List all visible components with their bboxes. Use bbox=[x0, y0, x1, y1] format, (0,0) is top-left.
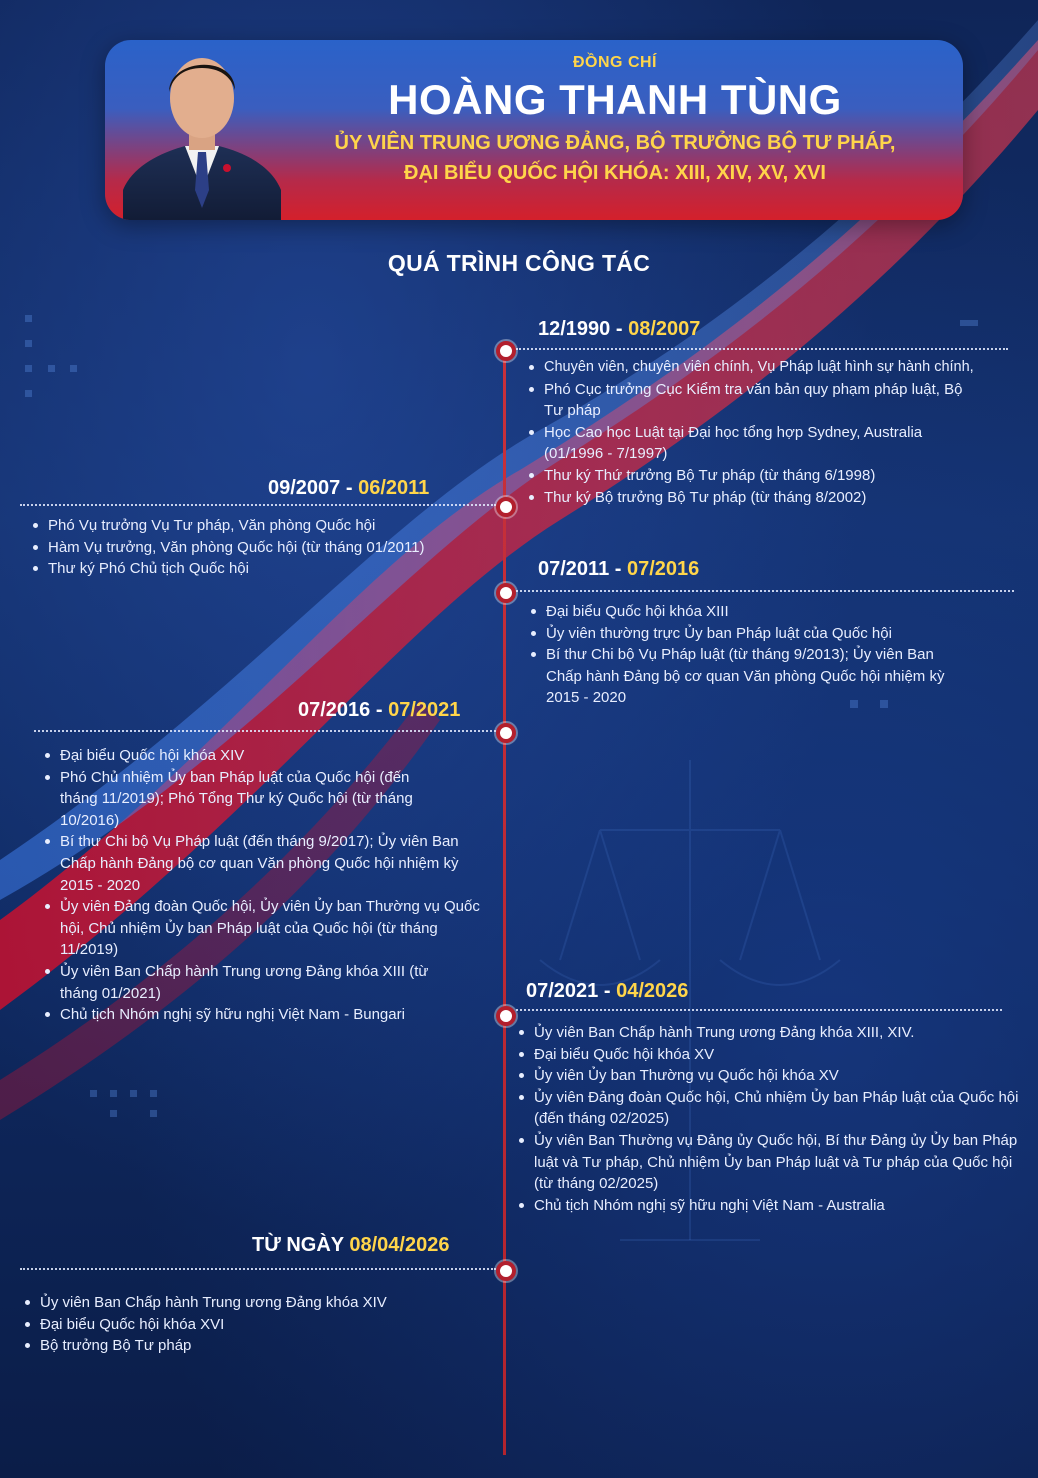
list-item: Ủy viên Ban Chấp hành Trung ương Đảng khóa XIII, XIV. bbox=[516, 1022, 1020, 1044]
period-divider bbox=[516, 348, 1008, 350]
list-item: Thư ký Bộ trưởng Bộ Tư pháp (từ tháng 8/2002) bbox=[526, 487, 1036, 509]
list-item: Bí thư Chi bộ Vụ Pháp luật (đến tháng 9/2017); Ủy viên Ban Chấp hành Đảng bộ cơ quan Văn phòng Quốc hội nhiệm kỳ 2015 - 2020 bbox=[42, 831, 480, 896]
section-title: QUÁ TRÌNH CÔNG TÁC bbox=[387, 250, 651, 276]
period-heading bbox=[538, 318, 700, 341]
period-end: 08/2007 bbox=[628, 318, 701, 340]
period-divider bbox=[516, 1009, 1002, 1011]
period-start: 07/2016 - bbox=[298, 699, 389, 721]
timeline-node bbox=[496, 497, 516, 517]
list-item: Thư ký Thứ trưởng Bộ Tư pháp (từ tháng 6/1998) bbox=[526, 465, 1036, 487]
period-heading bbox=[252, 1234, 449, 1257]
timeline-node bbox=[496, 583, 516, 603]
list-item: Đại biểu Quốc hội khóa XV bbox=[516, 1044, 1020, 1066]
period-start: 12/1990 - bbox=[538, 318, 629, 340]
list-item: Ủy viên Ban Chấp hành Trung ương Đảng khóa XIII (từ tháng 01/2021) bbox=[42, 961, 460, 1004]
person-title-line-1: ỦY VIÊN TRUNG ƯƠNG ĐẢNG, BỘ TRƯỞNG BỘ TƯ PHÁP, bbox=[334, 132, 896, 154]
list-item: Phó Chủ nhiệm Ủy ban Pháp luật của Quốc hội (đến tháng 11/2019); Phó Tổng Thư ký Quốc hội (từ tháng 10/2016) bbox=[42, 767, 440, 832]
list-item: Chủ tịch Nhóm nghị sỹ hữu nghị Việt Nam - Australia bbox=[516, 1195, 1020, 1217]
period-divider bbox=[20, 504, 496, 506]
period-heading bbox=[268, 477, 429, 500]
period-heading bbox=[298, 699, 460, 722]
list-item: Chuyên viên, chuyên viên chính, Vụ Pháp luật hình sự hành chính, bbox=[526, 357, 1036, 379]
list-item: Ủy viên thường trực Ủy ban Pháp luật của Quốc hội bbox=[528, 623, 958, 645]
list-item: Ủy viên Đảng đoàn Quốc hội, Chủ nhiệm Ủy ban Pháp luật của Quốc hội (đến tháng 02/2025) bbox=[516, 1087, 1020, 1130]
honorific-label: ĐỒNG CHÍ bbox=[573, 54, 657, 71]
period-end: 07/2021 bbox=[388, 699, 461, 721]
period-start: TỪ NGÀY bbox=[252, 1234, 350, 1256]
period-items bbox=[22, 1292, 482, 1357]
period-items bbox=[30, 515, 490, 580]
period-end: 07/2016 bbox=[626, 558, 700, 580]
list-item: Ủy viên Đảng đoàn Quốc hội, Ủy viên Ủy ban Thường vụ Quốc hội, Chủ nhiệm Ủy ban Pháp luật của Quốc hội (từ tháng 11/2019) bbox=[42, 896, 482, 961]
list-item: Hàm Vụ trưởng, Văn phòng Quốc hội (từ tháng 01/2011) bbox=[30, 537, 490, 559]
timeline-node bbox=[496, 723, 516, 743]
list-item: Phó Cục trưởng Cục Kiểm tra văn bản quy phạm pháp luật, Bộ Tư pháp bbox=[526, 379, 984, 422]
list-item: Phó Vụ trưởng Vụ Tư pháp, Văn phòng Quốc hội bbox=[30, 515, 490, 537]
timeline-node bbox=[496, 1006, 516, 1026]
period-items bbox=[526, 357, 1036, 508]
timeline-node bbox=[496, 341, 516, 361]
period-items bbox=[42, 745, 482, 1026]
period-heading bbox=[538, 558, 699, 581]
person-name: HOÀNG THANH TÙNG bbox=[388, 76, 842, 123]
portrait-photo bbox=[123, 40, 281, 220]
period-heading bbox=[526, 980, 688, 1003]
period-end: 04/2026 bbox=[616, 980, 689, 1002]
list-item: Đại biểu Quốc hội khóa XIII bbox=[528, 601, 958, 623]
period-start: 07/2021 - bbox=[526, 980, 617, 1002]
period-start: 07/2011 - bbox=[538, 558, 627, 580]
list-item: Ủy viên Ban Chấp hành Trung ương Đảng khóa XIV bbox=[22, 1292, 482, 1314]
period-items bbox=[516, 1022, 1020, 1216]
period-end: 06/2011 bbox=[358, 477, 430, 499]
period-divider bbox=[34, 730, 496, 732]
person-title-line-2: ĐẠI BIỂU QUỐC HỘI KHÓA: XIII, XIV, XV, XVI bbox=[404, 162, 826, 184]
list-item: Học Cao học Luật tại Đại học tổng hợp Sydney, Australia (01/1996 - 7/1997) bbox=[526, 422, 984, 465]
list-item: Chủ tịch Nhóm nghị sỹ hữu nghị Việt Nam - Bungari bbox=[42, 1004, 482, 1026]
period-start: 09/2007 - bbox=[268, 477, 359, 499]
list-item: Đại biểu Quốc hội khóa XIV bbox=[42, 745, 482, 767]
period-divider bbox=[516, 590, 1014, 592]
period-divider bbox=[20, 1268, 496, 1270]
list-item: Ủy viên Ủy ban Thường vụ Quốc hội khóa XV bbox=[516, 1065, 1020, 1087]
list-item: Bộ trưởng Bộ Tư pháp bbox=[22, 1335, 482, 1357]
header-banner bbox=[105, 40, 963, 220]
period-items bbox=[528, 601, 958, 709]
list-item: Thư ký Phó Chủ tịch Quốc hội bbox=[30, 558, 490, 580]
period-end: 08/04/2026 bbox=[349, 1234, 450, 1256]
list-item: Đại biểu Quốc hội khóa XVI bbox=[22, 1314, 482, 1336]
timeline-node bbox=[496, 1261, 516, 1281]
list-item: Bí thư Chi bộ Vụ Pháp luật (từ tháng 9/2013); Ủy viên Ban Chấp hành Đảng bộ cơ quan Văn phòng Quốc hội nhiệm kỳ 2015 - 2020 bbox=[528, 644, 958, 709]
list-item: Ủy viên Ban Thường vụ Đảng ủy Quốc hội, Bí thư Đảng ủy Ủy ban Pháp luật và Tư pháp, Chủ nhiệm Ủy ban Pháp luật và Tư pháp của Quốc hội (từ tháng 02/2025) bbox=[516, 1130, 1020, 1195]
